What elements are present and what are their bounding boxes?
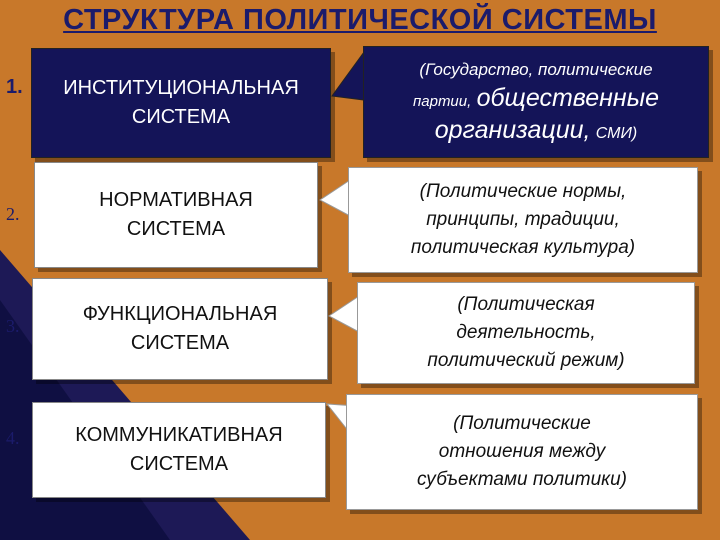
- communicative-system-box: [32, 402, 326, 498]
- institutional-system-line1: ИНСТИТУЦИОНАЛЬНАЯ: [63, 77, 299, 99]
- communicative-system-line1: КОММУНИКАТИВНАЯ: [75, 424, 283, 446]
- functional-system-box: [32, 278, 328, 380]
- normative-system-line1: НОРМАТИВНАЯ: [99, 189, 253, 211]
- normative-desc-line3: политическая культура): [410, 237, 636, 258]
- communicative-desc-line1: (Политические: [453, 413, 591, 434]
- communicative-desc-line2: отношения между: [438, 441, 606, 462]
- communicative-description-callout: [346, 394, 698, 510]
- functional-description-callout: [357, 282, 695, 384]
- functional-desc-line1: (Политическая: [457, 294, 595, 315]
- institutional-desc-public: общественные: [476, 84, 659, 112]
- institutional-description-callout: [363, 46, 709, 158]
- normative-description-callout: [348, 167, 698, 273]
- institutional-system-line2: СИСТЕМА: [131, 106, 231, 128]
- normative-system-line2: СИСТЕМА: [126, 218, 226, 240]
- institutional-desc-parties: партии,: [413, 93, 472, 110]
- row-number-4: 4.: [6, 428, 20, 448]
- functional-system-line2: СИСТЕМА: [130, 332, 230, 354]
- normative-desc-line1: (Политические нормы,: [419, 181, 627, 202]
- page-title: СТРУКТУРА ПОЛИТИЧЕСКОЙ СИСТЕМЫ: [63, 4, 657, 36]
- communicative-desc-line3: субъектами политики): [416, 469, 627, 490]
- institutional-desc-media: СМИ): [595, 125, 638, 142]
- institutional-desc-line1: (Государство, политические: [419, 60, 653, 79]
- communicative-system-line2: СИСТЕМА: [129, 453, 229, 475]
- row-number-3: 3.: [6, 316, 20, 336]
- row-number-1: 1.: [6, 76, 23, 98]
- row-number-2: 2.: [6, 204, 20, 224]
- functional-desc-line3: политический режим): [427, 350, 625, 371]
- functional-system-line1: ФУНКЦИОНАЛЬНАЯ: [82, 303, 278, 325]
- normative-desc-line2: принципы, традиции,: [426, 209, 620, 230]
- institutional-desc-organizations: организации,: [434, 116, 591, 144]
- institutional-system-box: [31, 48, 331, 158]
- functional-desc-line2: деятельность,: [456, 322, 596, 343]
- normative-system-box: [34, 162, 318, 268]
